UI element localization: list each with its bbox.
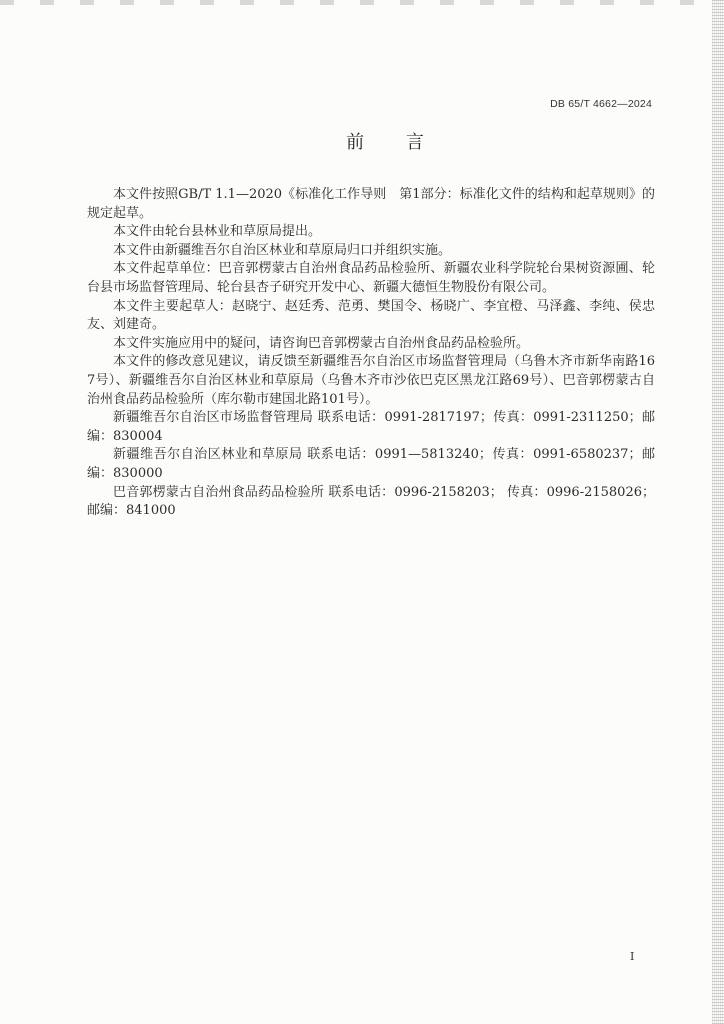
paragraph-drafters: 本文件主要起草人：赵晓宁、赵廷秀、范勇、樊国令、杨晓广、李宜橙、马泽鑫、李纯、侯忠友、刘建奇。 — [87, 298, 655, 333]
paragraph-proposer: 本文件由轮台县林业和草原局提出。 — [113, 224, 322, 240]
contact-line: 巴音郭楞蒙古自治州食品药品检验所 联系电话：0996-2158203； 传真：0996-2158026； 邮编：841000 — [87, 484, 655, 519]
paragraph-administrator: 本文件由新疆维吾尔自治区林业和草原局归口并组织实施。 — [113, 242, 452, 258]
paragraph-drafting-basis: 本文件按照GB/T 1.1—2020《标准化工作导则 第1部分：标准化文件的结构和起草规则》的规定起草。 — [87, 187, 655, 221]
paragraph-feedback: 本文件的修改意见建议，请反馈至新疆维吾尔自治区市场监督管理局（乌鲁木齐市新华南路167号）、新疆维吾尔自治区林业和草原局（乌鲁木齐市沙依巴克区黑龙江路69号）、巴音郭楞蒙古自治州食品药品检验所（库尔勒市建国北路101号）。 — [87, 354, 655, 407]
contact-line: 新疆维吾尔自治区市场监督管理局 联系电话：0991-2817197；传真：0991-2311250；邮编：830004 — [87, 410, 655, 444]
standard-code: DB 65/T 4662—2024 — [550, 98, 652, 110]
paragraph-inquiries: 本文件实施应用中的疑问，请咨询巴音郭楞蒙古自治州食品药品检验所。 — [113, 335, 530, 351]
page-number: I — [630, 950, 635, 963]
paragraph-drafting-units: 本文件起草单位：巴音郭楞蒙古自治州食品药品检验所、新疆农业科学院轮台果树资源圃、轮台县市场监督管理局、轮台县杏子研究开发中心、新疆大德恒生物股份有限公司。 — [87, 261, 655, 295]
foreword-body — [87, 186, 655, 521]
scan-edge-artifact-top — [0, 0, 712, 5]
contact-line: 新疆维吾尔自治区林业和草原局 联系电话：0991—5813240；传真：0991-6580237；邮编：830000 — [87, 447, 655, 481]
page-title: 前 言 — [346, 132, 424, 153]
scan-edge-artifact-right — [712, 0, 724, 1024]
